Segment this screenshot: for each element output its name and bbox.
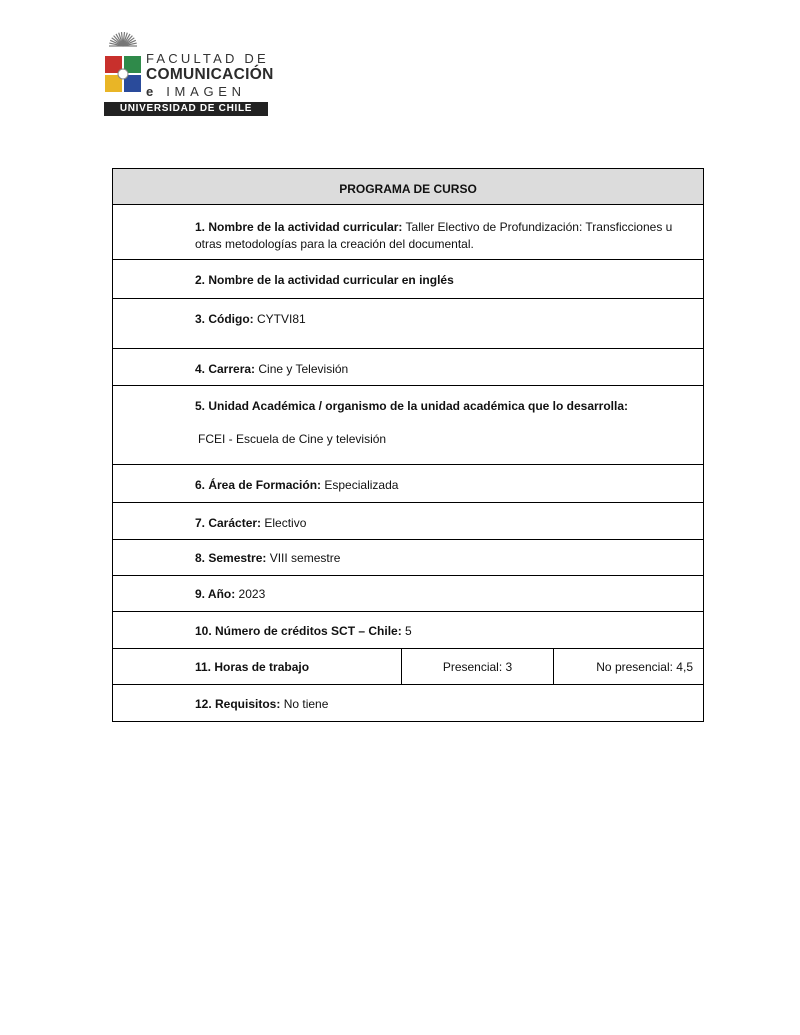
row-value: FCEI - Escuela de Cine y televisión [198,432,387,446]
row-academic-unit [113,386,703,465]
course-program-table [112,168,704,722]
university-crest-icon [104,30,144,102]
logo-line-facultad: FACULTAD DE [146,51,269,66]
row-character [113,503,703,540]
row-label: 5. Unidad Académica / organismo de la unidad académica que lo desarrolla: [195,399,629,413]
row-label: 1. Nombre de la actividad curricular: [195,220,403,234]
row-value: 5 [401,624,412,638]
row-label: 6. Área de Formación: [195,478,322,492]
row-label: 8. Semestre: [195,551,267,565]
row-label: 9. Año: [195,587,236,601]
row-label: 7. Carácter: [195,516,262,530]
row-label: 11. Horas de trabajo [195,660,310,674]
row-year [113,576,703,612]
row-code [113,299,703,349]
logo-line-comunicacion: COMUNICACIÓN [146,66,274,83]
row-value: Electivo [261,516,307,530]
row-value: Taller Electivo de Profundización: Transficciones u otras metodologías para la creación del documental. [195,220,673,251]
row-value: 2023 [235,587,266,601]
row-activity-name [113,205,703,260]
row-activity-name-english [113,260,703,299]
no-presencial-hours: No presencial: 4,5 [596,660,693,674]
presencial-hours: Presencial: 3 [402,649,554,684]
row-value: VIII semestre [266,551,341,565]
row-training-area [113,465,703,503]
row-value: Especializada [321,478,399,492]
row-value: CYTVI81 [253,312,306,326]
logo-line-imagen: e IMAGEN [146,83,246,99]
row-value: No tiene [280,697,329,711]
table-title: PROGRAMA DE CURSO [113,169,703,205]
row-label: 12. Requisitos: [195,697,281,711]
faculty-logo [104,30,274,118]
university-banner: UNIVERSIDAD DE CHILE [104,102,268,116]
row-work-hours [113,649,703,685]
row-label: 3. Código: [195,312,254,326]
row-label: 4. Carrera: [195,362,256,376]
row-requirements [113,685,703,721]
row-value: Cine y Televisión [255,362,349,376]
row-career [113,349,703,386]
row-label: 2. Nombre de la actividad curricular en inglés [195,273,454,287]
row-credits [113,612,703,649]
row-label: 10. Número de créditos SCT – Chile: [195,624,402,638]
row-semester [113,540,703,576]
